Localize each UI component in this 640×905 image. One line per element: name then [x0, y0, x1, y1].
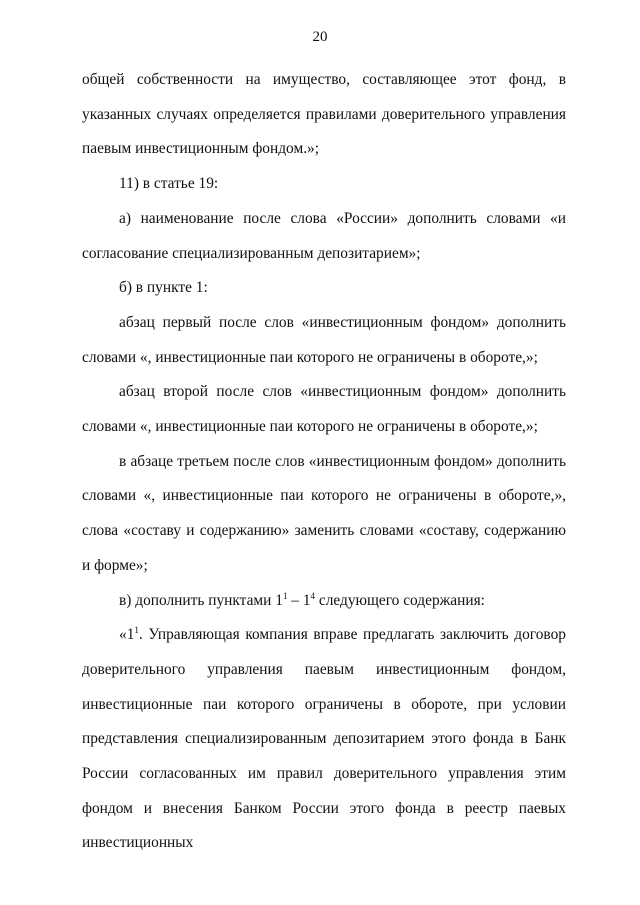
paragraph-second-abzac: абзац второй после слов «инвестиционным фондом» дополнить словами «, инвестиционные паи которого не ограничены в обороте,»;	[82, 383, 566, 436]
page-number: 20	[312, 29, 328, 45]
paragraph-continuation: общей собственности на имущество, составляющее этот фонд, в указанных случаях определяется правилами доверительного управления паевым инвестиционным фондом.»;	[82, 71, 566, 158]
paragraph-subitem-a: а) наименование после слова «России» дополнить словами «и согласование специализированным депозитарием»;	[82, 209, 566, 262]
point-1-1-number: «1	[119, 626, 135, 644]
paragraph-third-abzac: в абзаце третьем после слов «инвестиционным фондом» дополнить словами «, инвестиционные паи которого не ограничены в обороте,», слова «составу и содержанию» заменить словами «составу, содержанию и форме»;	[82, 452, 566, 574]
point-1-1-text: . Управляющая компания вправе предлагать заключить договор доверительного управления паевым инвестиционным фондом, инвестиционные паи которого ограничены в обороте, при условии представления специализированным депозитарием этого фонда в Банк России согласованных им правил доверительного управления этим фондом и внесения Банком России этого фонда в реестр паевых инвестиционных	[82, 626, 566, 852]
subitem-v-text-middle: – 1	[287, 591, 311, 609]
subitem-v-text-before: в) дополнить пунктами 1	[119, 591, 283, 609]
paragraph-item-11: 11) в статье 19:	[119, 175, 219, 193]
document-body	[82, 63, 566, 861]
paragraph-point-1-1	[82, 618, 566, 861]
subitem-v-text-after: следующего содержания:	[315, 591, 485, 609]
paragraph-subitem-b: б) в пункте 1:	[119, 279, 208, 297]
paragraph-subitem-v	[82, 584, 566, 619]
superscript-4: 4	[310, 590, 316, 601]
superscript-1: 1	[134, 625, 139, 636]
superscript-1: 1	[282, 590, 288, 601]
paragraph-first-abzac: абзац первый после слов «инвестиционным фондом» дополнить словами «, инвестиционные паи которого не ограничены в обороте,»;	[82, 313, 566, 366]
